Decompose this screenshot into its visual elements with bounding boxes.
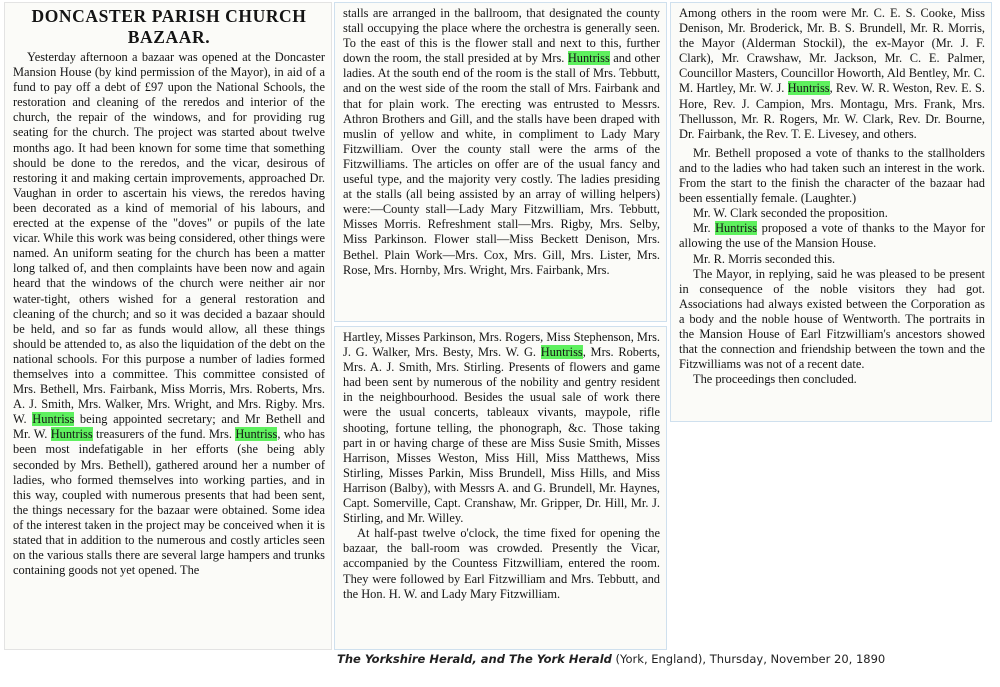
article-paragraph: Yesterday afternoon a bazaar was opened at the Doncaster Mansion House (by kind permission of the Mayor), in aid of a fund to pay off a debt of £97 upon the National Schools, the restoration and cleaning of the reredos and interior of the church, the repair of the windows, and for providing rug seating for the church. The project was started about twelve months ago. It had been known for some time that something should be done to the reredos, and the vicar, desirous of restoring it and making certain improvements, approached Dr. Vaughan in order to ascertain his views, the reredos having been decorated as a kind of memorial of his labours, and erected at the expense of the "doves" or pupils of the late vicar. While this work was being considered, other things were named. An uniform seating for the church has been a matter long talked of, and then complaints have been now and again heard that the windows of the church were neither air nor water-tight, others wished for a general restoration and cleaning of the church; and so it was decided a bazaar should be held, and so far as funds would allow, all these things should be attended to, as also the liquidation of the debt on the national schools. For this purpose a number of ladies formed themselves into a committee. This committee consisted of Mrs. Bethell, Mrs. Fairbank, Miss Morris, Mrs. Roberts, Mrs. A. J. Smith, Mrs. Walker, Mrs. Wright, and Mrs. Rigby. Mrs. W. Huntriss being appointed secretary; and Mr Bethell and Mr. W. Huntriss treasurers of the fund. Mrs. Huntriss, who has been most indefatigable in her efforts (she being ably seconded by Mrs. Bethell), gathered around her a number of ladies, who formed themselves into working parties, and in this way, coupled with numerous presents that had been sent, the things necessary for the bazaar were obtained. Some idea of the interest taken in the project may be conceived when it is stated that in addition to the numerous and costly articles seen on the various stalls there are several large hampers and trunks containing goods not yet opened. The bbox=[13, 50, 325, 578]
article-paragraph: Mr. R. Morris seconded this. bbox=[693, 251, 836, 266]
search-highlight: Huntriss bbox=[540, 345, 583, 360]
search-highlight: Huntriss bbox=[715, 221, 758, 236]
middle-top-text bbox=[343, 6, 660, 278]
search-highlight: Huntriss bbox=[235, 427, 278, 442]
article-clipping-middle-bottom bbox=[334, 326, 667, 650]
source-caption bbox=[337, 652, 885, 666]
article-paragraph: The proceedings then concluded. bbox=[693, 372, 857, 387]
article-paragraph: Mr. W. Clark seconded the proposition. bbox=[693, 206, 888, 221]
left-column-text bbox=[13, 50, 325, 578]
article-paragraph: Mr. Bethell proposed a vote of thanks to the stallholders and to the ladies who had taken such an interest in the work. From the start to the finish the character of the bazaar had been essentially female. (Laughter.) bbox=[679, 145, 985, 206]
right-column-text bbox=[679, 6, 985, 387]
article-clipping-middle-top bbox=[334, 2, 667, 322]
article-clipping-right-column bbox=[670, 2, 992, 422]
article-paragraph: The Mayor, in replying, said he was pleased to be present in consequence of the noble visitors they had got. Associations had always existed between the Corporation as a body and the noble house of Wentworth. The portraits in the Mansion House of Earl Fitzwilliam's ancestors showed that the connection and friendship between the town and the Fitzwilliams was not of a recent date. bbox=[679, 266, 985, 372]
article-subheadline: BAZAAR. bbox=[127, 27, 211, 47]
article-paragraph: Hartley, Misses Parkinson, Mrs. Rogers, Miss Stephenson, Mrs. J. G. Walker, Mrs. Besty, Mrs. W. G. Huntriss, Mrs. Roberts, Mrs. A. J. Smith, Mrs. Stirling. Presents of flowers and game had been sent by numerous of the nobility and gentry resident in the neighbourhood. Besides the usual sale of work there were the usual concerts, tableaux vivants, maypole, rifle shooting, fortune telling, the phonograph, &c. Those taking part in or having charge of these are Miss Susie Smith, Misses Harrison, Misses Weston, Miss Hill, Miss Matthews, Miss Stirling, Misses Parkin, Miss Brundell, Miss Hills, and Miss Harrison (Balby), with Messrs A. and G. Brundell, Mr. Haynes, Capt. Somerville, Capt. Cranshaw, Mr. Gripper, Dr. Hill, Mr. J. Stirling, and Mr. Willey. bbox=[343, 330, 660, 526]
publication-name: The Yorkshire Herald, and The York Herald bbox=[337, 652, 612, 666]
article-paragraph: Among others in the room were Mr. C. E. S. Cooke, Miss Denison, Mr. Broderick, Mr. B. S. Brundell, Mr. R. Morris, the Mayor (Alderman Stockil), the ex-Mayor (Mr. J. F. Clark), Mr. Crawshaw, Mr. Jackson, Mr. C. E. Palmer, Councillor Masters, Councillor Howorth, Ald Bentley, Mr. C. M. Hartley, Mr. W. J. Huntriss, Rev. W. R. Weston, Rev. E. S. Hore, Rev. J. Campion, Mrs. Montagu, Mrs. Frank, Mrs. Thellusson, Mr. R. Rogers, Mr. W. Clark, Rev. Dr. Bourne, Dr. Fairbank, the Rev. T. E. Livesey, and others. bbox=[679, 6, 985, 141]
article-headline: DONCASTER PARISH CHURCH bbox=[31, 6, 307, 26]
search-highlight: Huntriss bbox=[50, 427, 93, 442]
article-clipping-left-column bbox=[4, 2, 332, 650]
article-paragraph: Mr. Huntriss proposed a vote of thanks to the Mayor for allowing the use of the Mansion House. bbox=[679, 221, 985, 251]
search-highlight: Huntriss bbox=[567, 51, 610, 66]
article-paragraph: stalls are arranged in the ballroom, that designated the county stall occupying the place where the orchestra is generally seen. To the east of this is the flower stall and next to this, further down the room, the stall presided at by Mrs. Huntriss and other ladies. At the south end of the room is the stall of Mrs. Tebbutt, and on the west side of the room the stall of Mrs. Fairbank and that for plain work. The erecting was entrusted to Messrs. Athron Brothers and Gill, and the stalls have been draped with muslin of yellow and white, in compliment to Lady Mary Fitzwilliam. Over the county stall were the arms of the Fitzwilliams. The articles on offer are of the usual fancy and useful type, and the majority very costly. The ladies presiding at the stalls (all being assisted by an array of willing helpers) were:—County stall—Lady Mary Fitzwilliam, Mrs. Tebbutt, Misses Morris. Refreshment stall—Mrs. Rigby, Mrs. Selby, Miss Parkinson. Flower stall—Miss Beckett Denison, Mrs. Bethel. Plain Work—Mrs. Cox, Mrs. Gill, Mrs. Lister, Mrs. Rose, Mrs. Hornby, Mrs. Wright, Mrs. Fairbank, Mrs. bbox=[343, 6, 660, 277]
publication-details: (York, England), Thursday, November 20, 1890 bbox=[611, 652, 886, 666]
article-paragraph: At half-past twelve o'clock, the time fixed for opening the bazaar, the ball-room was crowded. Presently the Vicar, accompanied by the Countess Fitzwilliam, entered the room. They were followed by Earl Fitzwilliam and Mrs. Tebbutt, and the Hon. H. W. and Lady Mary Fitzwilliam. bbox=[343, 526, 660, 601]
search-highlight: Huntriss bbox=[787, 81, 830, 96]
middle-bottom-text bbox=[343, 330, 660, 602]
search-highlight: Huntriss bbox=[32, 412, 75, 427]
